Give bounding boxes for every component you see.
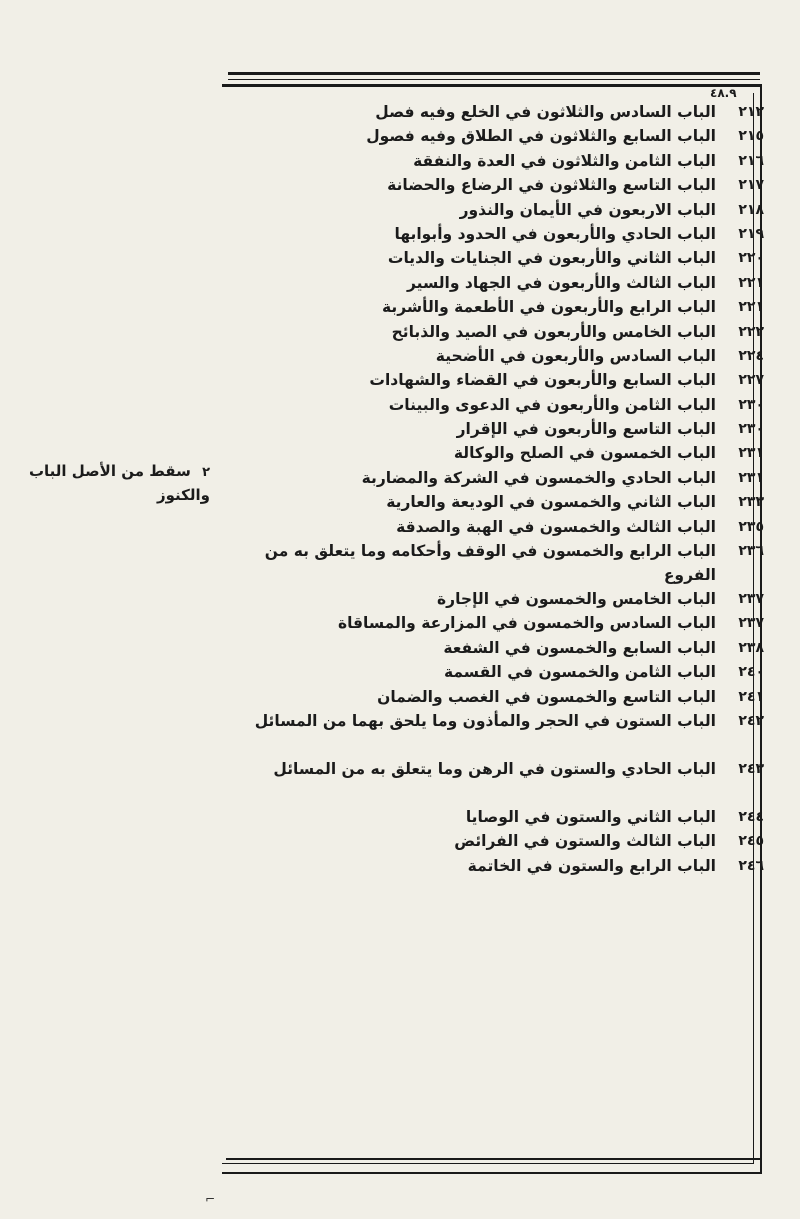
toc-chapter-title: الباب الثاني والستون في الوصايا [465, 807, 716, 826]
toc-chapter-title: الباب الحادي والستون في الرهن وما يتعلق به من المسائل [273, 759, 716, 778]
top-rule-thin [228, 79, 760, 80]
bottom-rule [226, 1158, 760, 1160]
toc-chapter-title: الباب التاسع والأربعون في الإقرار [456, 420, 716, 439]
toc-chapter-title: الباب الثالث والخمسون في الهبة والصدقة [396, 517, 716, 536]
toc-entry [228, 490, 766, 514]
toc-chapter-title: الباب التاسع والخمسون في الغصب والضمان [377, 687, 716, 706]
toc-entry [228, 393, 766, 417]
toc-page-number: ٢٤٢ [738, 712, 764, 729]
toc-entry [228, 198, 766, 222]
toc-chapter-title: الباب الثامن والخمسون في القسمة [444, 663, 716, 682]
toc-page-number: ٢٣٧ [738, 591, 764, 608]
toc-page-number: ٢٣٥ [738, 518, 764, 535]
toc-entry [228, 685, 766, 709]
toc-page-number: ٢١٥ [738, 128, 764, 145]
page-footer-mark: ⌐ [205, 1192, 216, 1206]
toc-entry [228, 539, 766, 587]
toc-entry [228, 611, 766, 635]
toc-page-number: ٢٤٤ [738, 808, 764, 825]
toc-chapter-title: الباب السادس والثلاثون في الخلع وفيه فصل [375, 103, 716, 121]
toc-page-number: ٢٣٧ [738, 615, 764, 632]
toc-chapter-title: الباب الثامن والثلاثون في العدة والنفقة [413, 151, 716, 170]
toc-entry [228, 100, 766, 124]
toc-chapter-title: الباب الحادي والأربعون في الحدود وأبوابها [394, 224, 716, 243]
toc-entry [228, 587, 766, 611]
toc-entry [228, 295, 766, 319]
toc-chapter-title: الباب الثالث والأربعون في الجهاد والسير [406, 273, 716, 292]
toc-chapter-title: الباب الاربعون في الأيمان والنذور [459, 200, 716, 219]
toc-chapter-title: الباب الخامس والأربعون في الصيد والذبائح [391, 322, 716, 341]
toc-entry [228, 222, 766, 246]
toc-entry [228, 320, 766, 344]
toc-page-number: ٢٣٨ [738, 639, 764, 656]
toc-page-number: ٢١٧ [738, 177, 764, 194]
toc-entry [228, 271, 766, 295]
toc-chapter-title: الباب الرابع والخمسون في الوقف وأحكامه وما يتعلق به من الفروع [264, 542, 716, 585]
toc-chapter-title: الباب الخامس والخمسون في الإجارة [437, 590, 716, 609]
toc-chapter-title: الباب الثامن والأربعون في الدعوى والبينات [388, 395, 716, 414]
toc-entry [228, 246, 766, 270]
margin-note-number: ٢ [202, 465, 210, 480]
toc-page-number: ٢٢٧ [738, 372, 764, 389]
toc-page-number: ٢٢٢ [738, 323, 764, 340]
toc-page-number: ٢٢٤ [738, 347, 764, 364]
toc-entry [228, 854, 766, 878]
toc-page-number: ٢١٩ [738, 225, 764, 242]
toc-page-number: ٢٤٦ [738, 857, 764, 874]
toc-page-number: ٢٤٣ [738, 760, 764, 777]
toc-chapter-title: الباب الرابع والأربعون في الأطعمة والأشربة [382, 298, 716, 317]
header-mark: ٤٨.٩ [710, 86, 737, 100]
toc-chapter-title: الباب التاسع والثلاثون في الرضاع والحضانة [387, 176, 716, 195]
toc-page-number: ٢٢١ [738, 274, 764, 291]
margin-note [20, 460, 210, 507]
toc-chapter-title: الباب السادس والأربعون في الأضحية [435, 346, 716, 365]
toc-chapter-title: الباب الحادي والخمسون في الشركة والمضاربة [361, 468, 716, 487]
top-rule [228, 72, 760, 75]
toc-entry [228, 441, 766, 465]
toc-page-number: ٢٣١ [738, 469, 764, 486]
toc-chapter-title: الباب السابع والثلاثون في الطلاق وفيه فصول [366, 127, 716, 146]
toc-entry [228, 466, 766, 490]
table-of-contents [228, 100, 766, 878]
toc-chapter-title: الباب الخمسون في الصلح والوكالة [453, 444, 716, 463]
toc-entry [228, 417, 766, 441]
toc-entry [228, 515, 766, 539]
toc-chapter-title: الباب السابع والخمسون في الشفعة [443, 638, 716, 657]
toc-page-number: ٢٣٦ [738, 543, 764, 560]
toc-page-number: ٢٣٠ [738, 421, 764, 438]
toc-page-number: ٢٤٠ [738, 664, 764, 681]
toc-page-number: ٢٣١ [738, 445, 764, 462]
toc-chapter-title: الباب السابع والأربعون في القضاء والشهادات [369, 371, 716, 390]
toc-page-number: ٢١٨ [738, 201, 764, 218]
toc-chapter-title: الباب السادس والخمسون في المزارعة والمساقاة [337, 614, 716, 633]
toc-entry [228, 829, 766, 853]
toc-chapter-title: الباب الثالث والستون في الفرائض [454, 832, 716, 851]
toc-entry [228, 805, 766, 829]
toc-page-number: ٢٢١ [738, 299, 764, 316]
toc-page-number: ٢٣٣ [738, 494, 764, 511]
toc-entry [228, 709, 766, 757]
toc-entry [228, 344, 766, 368]
toc-page-number: ٢٢٠ [738, 250, 764, 267]
toc-entry [228, 173, 766, 197]
toc-entry [228, 149, 766, 173]
toc-chapter-title: الباب الرابع والستون في الخاتمة [467, 856, 716, 875]
toc-page-number: ٢١٦ [738, 152, 764, 169]
toc-chapter-title: الباب الستون في الحجر والمأذون وما يلحق بهما من المسائل [254, 711, 716, 730]
toc-page-number: ٢٣٠ [738, 396, 764, 413]
toc-entry [228, 757, 766, 805]
toc-page-number: ٢٤٥ [738, 833, 764, 850]
toc-chapter-title: الباب الثاني والأربعون في الجنايات والديات [387, 249, 716, 268]
toc-page-number: ٢١٢ [738, 104, 764, 120]
toc-chapter-title: الباب الثاني والخمسون في الوديعة والعارية [386, 493, 716, 512]
toc-page-number: ٢٤١ [738, 688, 764, 705]
toc-entry [228, 124, 766, 148]
toc-entry [228, 636, 766, 660]
toc-entry [228, 368, 766, 392]
margin-note-text: سقط من الأصل الباب والكنوز [28, 462, 210, 504]
toc-entry [228, 660, 766, 684]
